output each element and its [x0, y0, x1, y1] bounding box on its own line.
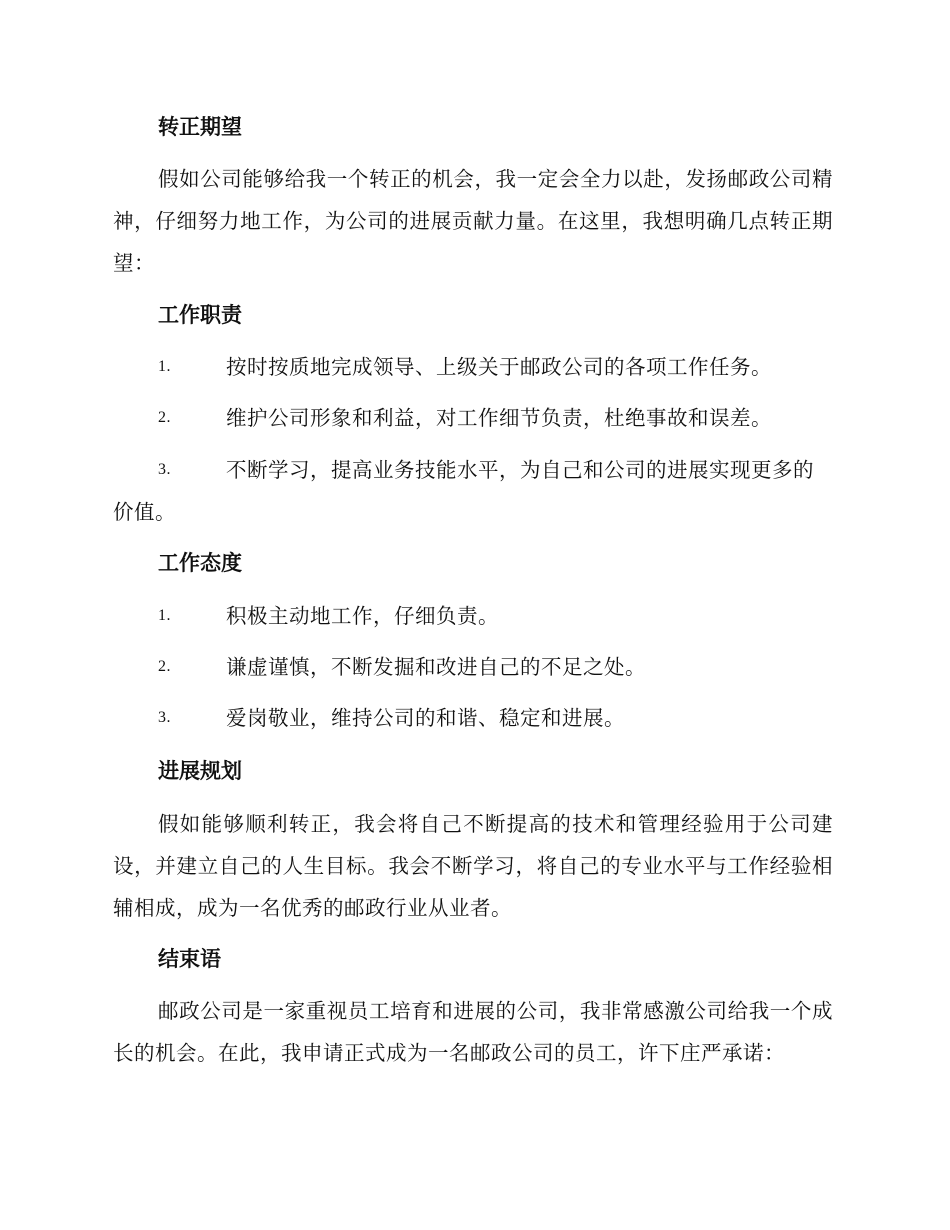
paragraph-plan: 假如能够顺利转正，我会将自己不断提高的技术和管理经验用于公司建设，并建立自己的人生目标。我会不断学习，将自己的专业水平与工作经验相辅相成，成为一名优秀的邮政行业从业者。 [113, 812, 833, 920]
section-heading-duties: 工作职责 [158, 303, 242, 327]
list-text: 不断学习，提高业务技能水平，为自己和公司的进展实现更多的价值。 [113, 458, 814, 524]
list-text: 谦虚谨慎，不断发掘和改进自己的不足之处。 [226, 655, 646, 679]
list-item [113, 449, 833, 533]
list-item [113, 397, 833, 439]
paragraph-expectation: 假如公司能够给我一个转正的机会，我一定会全力以赴，发扬邮政公司精神，仔细努力地工作，为公司的进展贡献力量。在这里，我想明确几点转正期望： [113, 167, 833, 275]
list-number: 3. [158, 461, 171, 478]
list-number: 2. [158, 658, 171, 675]
list-text: 维护公司形象和利益，对工作细节负责，杜绝事故和误差。 [226, 406, 772, 430]
list-text: 按时按质地完成领导、上级关于邮政公司的各项工作任务。 [226, 355, 772, 379]
section-heading-plan: 进展规划 [158, 759, 242, 783]
list-text: 爱岗敬业，维持公司的和谐、稳定和进展。 [226, 706, 625, 730]
list-item [113, 697, 833, 739]
list-item [113, 346, 833, 388]
section-heading-closing: 结束语 [158, 947, 221, 971]
list-item [113, 595, 833, 637]
list-number: 2. [158, 409, 171, 426]
list-item [113, 646, 833, 688]
paragraph-closing: 邮政公司是一家重视员工培育和进展的公司，我非常感激公司给我一个成长的机会。在此，我申请正式成为一名邮政公司的员工，许下庄严承诺： [113, 999, 833, 1065]
list-number: 3. [158, 709, 171, 726]
list-number: 1. [158, 607, 171, 624]
list-text: 积极主动地工作，仔细负责。 [226, 604, 499, 628]
section-heading-expectation: 转正期望 [158, 115, 242, 139]
list-number: 1. [158, 358, 171, 375]
section-heading-attitude: 工作态度 [158, 551, 242, 575]
